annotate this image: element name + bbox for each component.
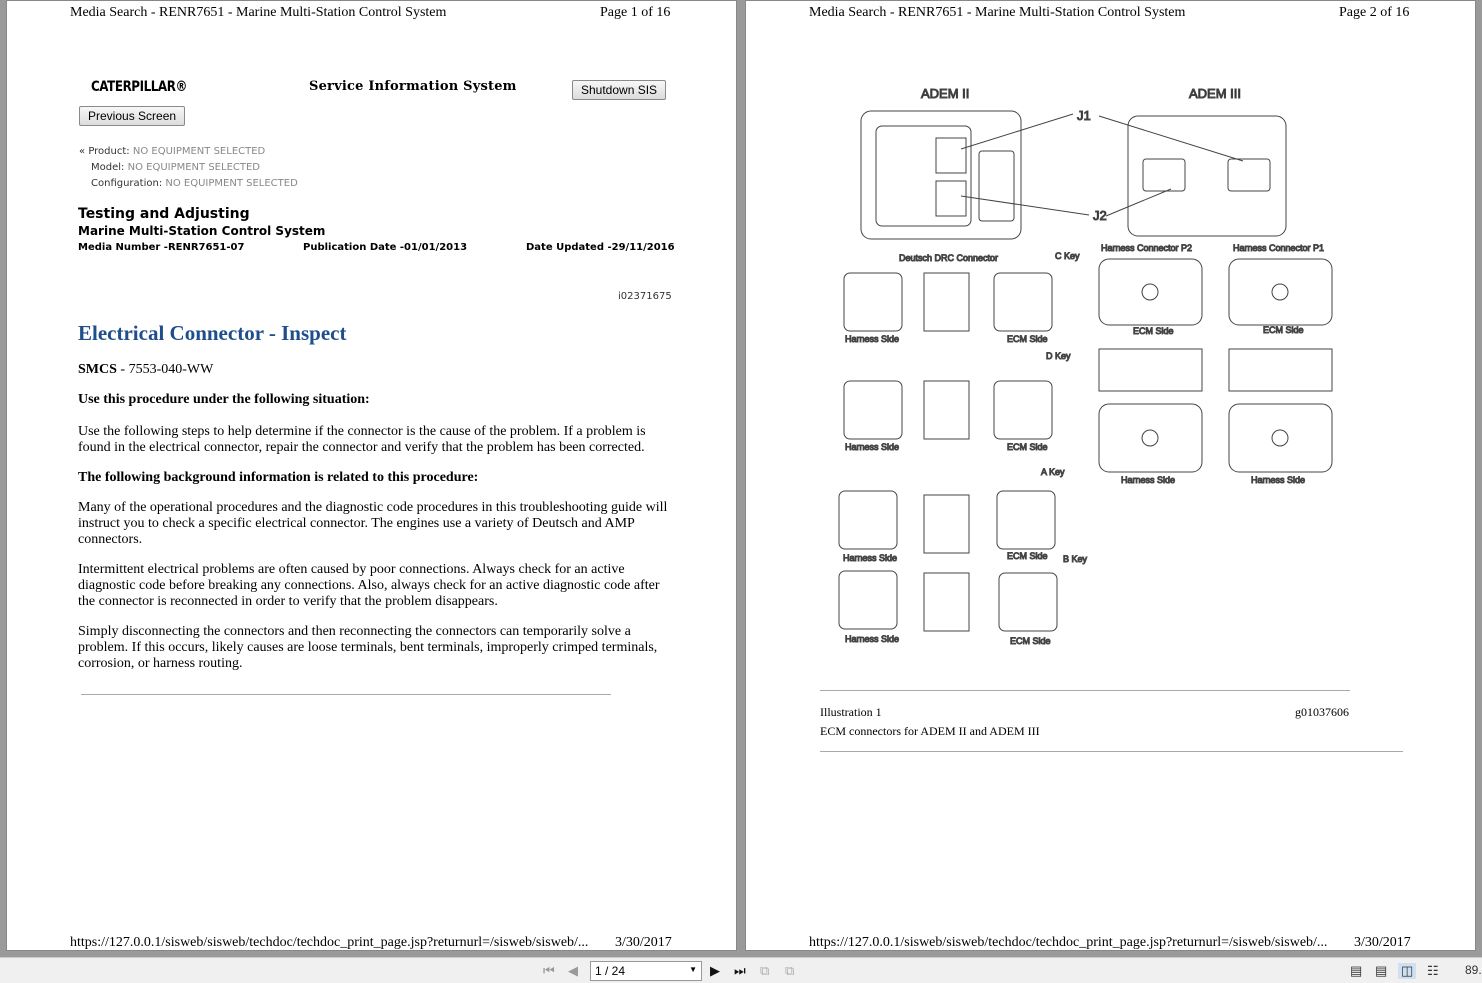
label-deutsch-drc: Deutsch DRC Connector xyxy=(899,253,999,263)
doc-id: i02371675 xyxy=(618,291,672,302)
rotate-cw-icon[interactable]: ⧉ xyxy=(785,963,795,978)
label-harness-side: Harness Side xyxy=(845,442,900,452)
illustration-id: g01037606 xyxy=(1295,705,1349,719)
divider xyxy=(820,690,1350,691)
last-page-icon[interactable]: ⏭ xyxy=(734,963,746,978)
pdf-page-1 xyxy=(6,0,737,951)
page-number-value: 1 / 24 xyxy=(595,964,626,978)
paragraph: Use this procedure under the following situation: xyxy=(78,392,370,407)
page-footer-url: https://127.0.0.1/sisweb/sisweb/techdoc/techdoc_print_page.jsp?returnurl=/sisweb/sisweb/... xyxy=(809,935,1328,950)
deutsch-connector-rows xyxy=(839,273,1057,631)
collapse-icon[interactable]: « xyxy=(79,146,86,157)
page-footer-date: 3/30/2017 xyxy=(615,935,672,950)
model-value: NO EQUIPMENT SELECTED xyxy=(127,162,260,173)
smcs-code: - 7553-040-WW xyxy=(116,362,214,377)
two-page-view-icon[interactable]: ◫ xyxy=(1398,963,1416,979)
label-ecm-side: ECM Side xyxy=(1007,551,1048,561)
connector-p2 xyxy=(1099,259,1202,325)
previous-screen-button[interactable]: Previous Screen xyxy=(79,106,185,126)
previous-page-icon[interactable]: ◀ xyxy=(568,963,578,978)
rotate-ccw-icon[interactable]: ⧉ xyxy=(760,963,770,978)
adem3-module xyxy=(1128,116,1286,236)
label-a-key: A Key xyxy=(1041,467,1065,477)
page-number-select[interactable] xyxy=(590,961,702,981)
doc-system: Marine Multi-Station Control System xyxy=(78,224,326,238)
ecm-connector-illustration xyxy=(831,81,1351,661)
smcs xyxy=(78,362,668,378)
paragraph: Use the following steps to help determine if the connector is the cause of the problem. If a problem is found in the electrical connector, repair the connector and verify that the problem has been corrected. xyxy=(78,424,646,455)
caterpillar-logo: CATERPILLAR® xyxy=(91,79,187,95)
label-ecm-side: ECM Side xyxy=(1007,442,1048,452)
label-j1: J1 xyxy=(1077,108,1091,123)
label-ecm-side: ECM Side xyxy=(1263,325,1304,335)
single-page-view-icon[interactable]: ▤ xyxy=(1350,963,1363,978)
product-label: Product: xyxy=(88,146,130,157)
two-page-continuous-icon[interactable]: ☷ xyxy=(1427,963,1439,978)
config-value: NO EQUIPMENT SELECTED xyxy=(165,178,298,189)
label-ecm-side: ECM Side xyxy=(1007,334,1048,344)
label-c-key: C Key xyxy=(1055,251,1080,261)
label-p1: Harness Connector P1 xyxy=(1233,243,1325,253)
page-footer-url: https://127.0.0.1/sisweb/sisweb/techdoc/techdoc_print_page.jsp?returnurl=/sisweb/sisweb/... xyxy=(70,935,589,950)
page-footer-date: 3/30/2017 xyxy=(1354,935,1411,950)
paragraph: Many of the operational procedures and the diagnostic code procedures in this troubleshooting guide will instruct you to check a specific electrical connector. The engines use a variety of Deutsch and AMP connectors. xyxy=(78,500,668,547)
pdf-page-2 xyxy=(745,0,1476,951)
page-header-title: Media Search - RENR7651 - Marine Multi-Station Control System xyxy=(70,5,447,20)
illustration-caption: ECM connectors for ADEM II and ADEM III xyxy=(820,724,1040,738)
label-ecm-side: ECM Side xyxy=(1010,636,1051,646)
divider xyxy=(820,751,1403,752)
shutdown-sis-button[interactable]: Shutdown SIS xyxy=(572,80,666,100)
divider xyxy=(81,694,611,695)
first-page-icon[interactable]: ⏮ xyxy=(543,963,555,978)
label-harness-side: Harness Side xyxy=(845,334,900,344)
adem2-module xyxy=(861,111,1021,239)
label-b-key: B Key xyxy=(1063,554,1088,564)
label-d-key: D Key xyxy=(1046,351,1071,361)
config-label: Configuration: xyxy=(91,178,163,189)
label-ecm-side: ECM Side xyxy=(1133,326,1174,336)
product-value: NO EQUIPMENT SELECTED xyxy=(132,146,266,157)
doc-title: Electrical Connector - Inspect xyxy=(78,321,347,345)
illustration-label: Illustration 1 xyxy=(820,705,882,719)
publication-date: Publication Date -01/01/2013 xyxy=(303,242,468,253)
connector-p1 xyxy=(1229,259,1332,325)
label-adem2: ADEM II xyxy=(921,86,970,101)
sis-title: Service Information System xyxy=(309,79,517,94)
page-header-number: Page 1 of 16 xyxy=(600,5,671,20)
next-page-icon[interactable]: ▶ xyxy=(710,963,720,978)
doc-category: Testing and Adjusting xyxy=(78,206,250,222)
label-p2: Harness Connector P2 xyxy=(1101,243,1193,253)
label-j2: J2 xyxy=(1093,208,1107,223)
continuous-view-icon[interactable]: ▤ xyxy=(1375,963,1388,978)
page-header-number: Page 2 of 16 xyxy=(1339,5,1410,20)
label-harness-side: Harness Side xyxy=(845,634,900,644)
chevron-down-icon: ▼ xyxy=(689,965,697,974)
zoom-level[interactable]: 89. xyxy=(1465,963,1482,977)
label-harness-side: Harness Side xyxy=(843,553,898,563)
label-harness-side: Harness Side xyxy=(1251,475,1306,485)
paragraph: Intermittent electrical problems are often caused by poor connections. Always check for an active diagnostic code before breaking any connections. Also, always check for an active diagnostic code after the connector is reconnected in order to verify that the problem disappears. xyxy=(78,562,660,609)
label-adem3: ADEM III xyxy=(1189,86,1242,101)
page-header-title: Media Search - RENR7651 - Marine Multi-Station Control System xyxy=(809,5,1186,20)
paragraph: Simply disconnecting the connectors and then reconnecting the connectors can temporarily solve a problem. If this occurs, likely causes are loose terminals, bent terminals, improperly crimped terminals, corrosion, or harness routing. xyxy=(78,624,658,671)
pdf-viewer-toolbar xyxy=(0,957,1482,983)
date-updated: Date Updated -29/11/2016 xyxy=(526,242,675,253)
label-harness-side: Harness Side xyxy=(1121,475,1176,485)
paragraph: The following background information is related to this procedure: xyxy=(78,470,479,485)
media-number: Media Number -RENR7651-07 xyxy=(78,242,245,253)
smcs-label: SMCS xyxy=(78,362,117,377)
model-label: Model: xyxy=(91,162,125,173)
